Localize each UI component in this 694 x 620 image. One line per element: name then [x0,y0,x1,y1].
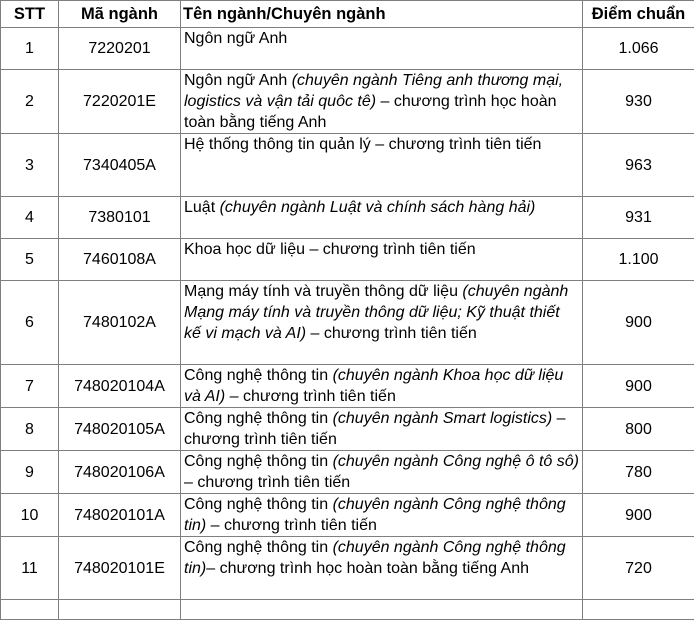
cell-name [181,134,583,197]
name-program: – chương trình tiên tiến [225,388,396,405]
cell-score: 1.100 [583,239,694,281]
cell-stt: 7 [1,365,59,408]
header-score: Điểm chuẩn [583,1,694,28]
name-specialization: (chuyên ngành Luật và chính sách hàng hải) [220,199,536,216]
cell-score: 780 [583,451,694,494]
cell-score: 800 [583,408,694,451]
cell-stt: 1 [1,28,59,70]
cell-name [181,281,583,365]
cell-stt: 9 [1,451,59,494]
name-text: Công nghệ thông tin [184,367,333,384]
cell-code: 748020106A [59,451,181,494]
cell-name [181,365,583,408]
cell-name [181,494,583,537]
cell-name [181,408,583,451]
name-program: – chương trình học hoàn toàn bằng tiếng Anh [206,560,529,577]
cell-stt: 8 [1,408,59,451]
cell-stt: 6 [1,281,59,365]
cell-code: 7220201 [59,28,181,70]
cell-name [181,239,583,281]
table-row [1,408,694,451]
name-program: – chương trình tiên tiến [206,517,377,534]
cell-score: 720 [583,537,694,600]
name-program: – chương trình học hoàn toàn bằng tiếng Anh [184,93,557,131]
cell-score: 931 [583,197,694,239]
name-specialization: (chuyên ngành Smart logistics) [333,410,553,427]
cell-score: 900 [583,365,694,408]
table-row [1,494,694,537]
name-specialization: (chuyên ngành Công nghệ thông tin) [184,496,566,534]
table-row [1,239,694,281]
cell-code: 7460108A [59,239,181,281]
name-text: Hệ thống thông tin quản lý – chương trình tiên tiến [184,136,541,153]
cell-score: 900 [583,281,694,365]
name-specialization: (chuyên ngành Công nghệ ô tô sô) [333,453,579,470]
cell-code: 7380101 [59,197,181,239]
cell-stt: 4 [1,197,59,239]
table-row [1,70,694,134]
name-specialization: (chuyên ngành Khoa học dữ liệu và AI) [184,367,563,405]
name-program: – chương trình tiên tiến [184,410,566,448]
name-specialization: (chuyên ngành Tiêng anh thương mại, logistics và vận tải quôc tê) [184,72,563,110]
header-code: Mã ngành [59,1,181,28]
cell-name [181,451,583,494]
table-row [1,365,694,408]
table-row [1,197,694,239]
cell-score: 1.066 [583,28,694,70]
name-text: Ngôn ngữ Anh [184,72,292,89]
cell-code: 748020101E [59,537,181,600]
cell-name [181,537,583,600]
name-text: Công nghệ thông tin [184,496,333,513]
cell-score: 900 [583,494,694,537]
table-body [1,28,694,620]
header-row [1,1,694,28]
name-text: Công nghệ thông tin [184,453,333,470]
cell-code: 7340405A [59,134,181,197]
cell-name [181,28,583,70]
cell-stt: 3 [1,134,59,197]
name-text: Mạng máy tính và truyền thông dữ liệu [184,283,462,300]
name-program: – chương trình tiên tiến [184,474,350,491]
cell-name [181,70,583,134]
table-row [1,28,694,70]
name-text: Công nghệ thông tin [184,539,333,556]
cell-stt: 5 [1,239,59,281]
table-row [1,281,694,365]
cell-code: 7480102A [59,281,181,365]
cell-score: 930 [583,70,694,134]
name-text: Công nghệ thông tin [184,410,333,427]
cell-name [181,197,583,239]
header-name: Tên ngành/Chuyên ngành [181,1,583,28]
cell-code: 748020101A [59,494,181,537]
header-stt: STT [1,1,59,28]
name-specialization: (chuyên ngành Mạng máy tính và truyền thông dữ liệu; Kỹ thuật thiết kế vi mạch và AI) [184,283,568,342]
table-row [1,537,694,600]
table-row [1,451,694,494]
cell-code: 748020104A [59,365,181,408]
cell-code: 7220201E [59,70,181,134]
name-text: Khoa học dữ liệu – chương trình tiên tiến [184,241,476,258]
cell-code: 748020105A [59,408,181,451]
table-row [1,134,694,197]
name-text: Luật [184,199,220,216]
name-text: Ngôn ngữ Anh [184,30,287,47]
cell-stt: 2 [1,70,59,134]
name-program: – chương trình tiên tiến [306,325,477,342]
cell-stt: 11 [1,537,59,600]
cell-stt: 10 [1,494,59,537]
cell-score: 963 [583,134,694,197]
name-specialization: (chuyên ngành Công nghệ thông tin) [184,539,566,577]
